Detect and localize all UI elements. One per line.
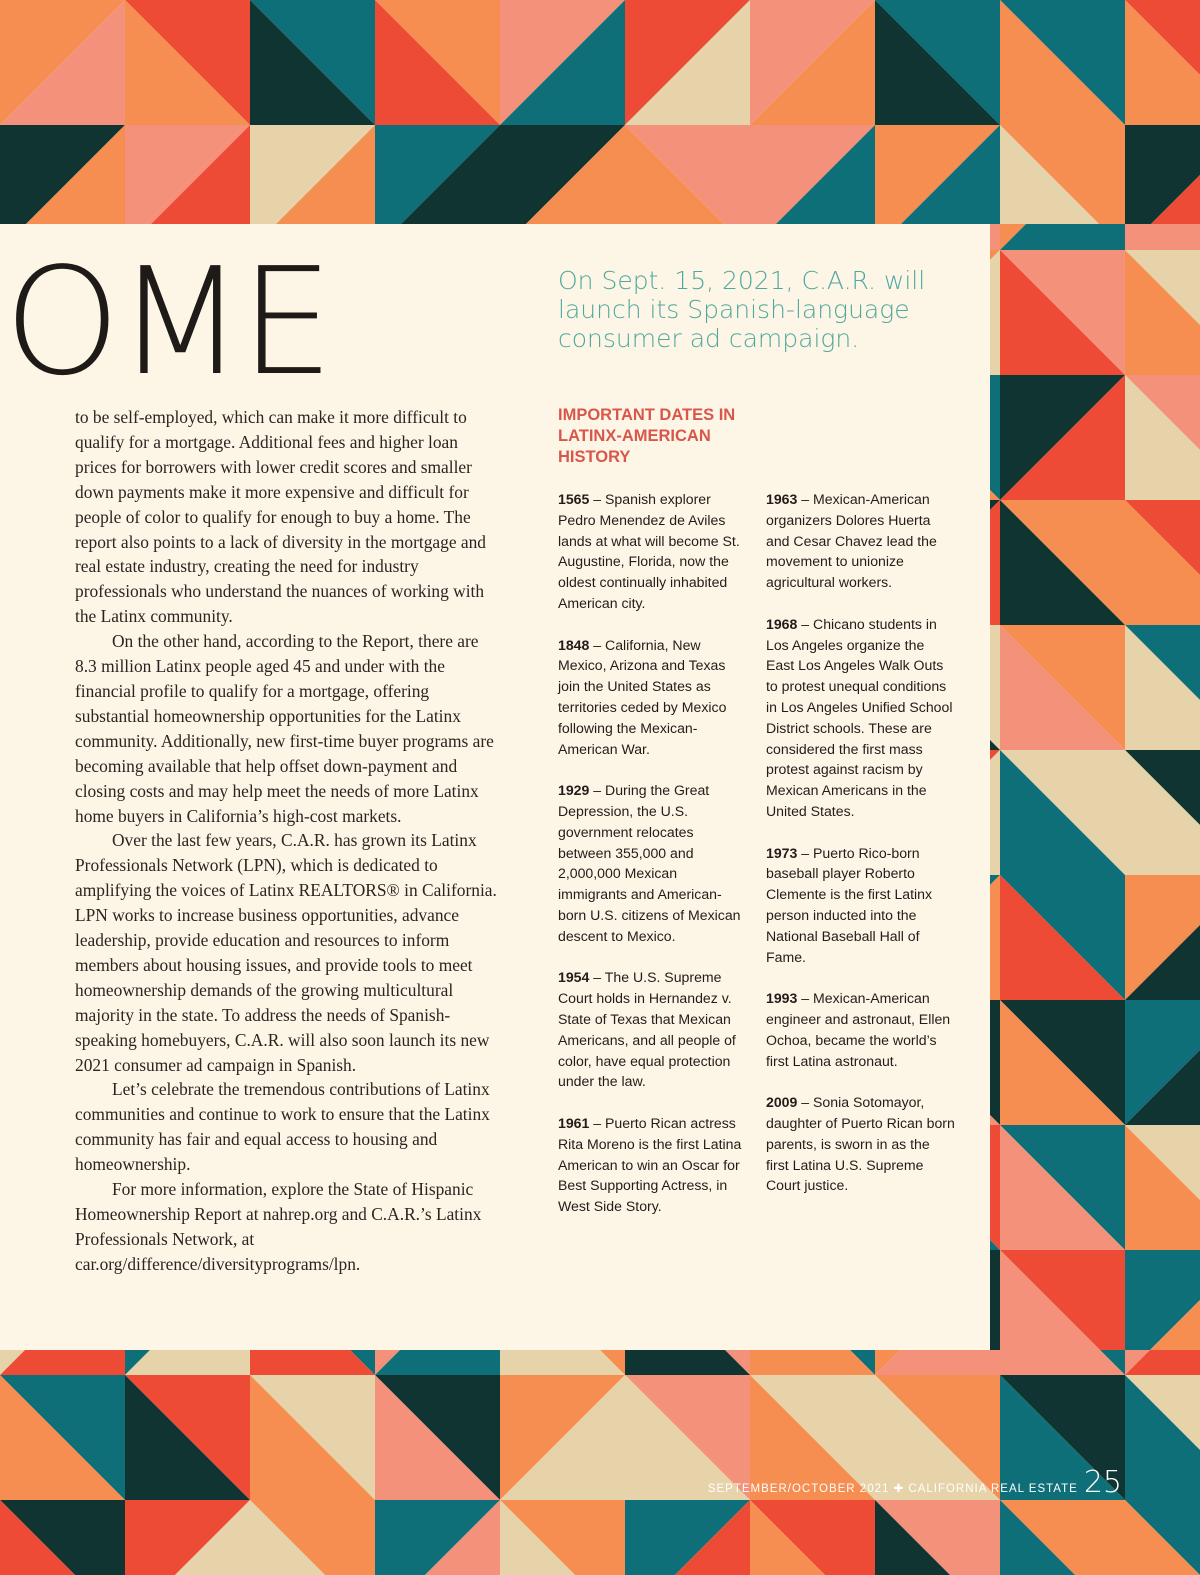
timeline-entry: 1961 – Puerto Rican actress Rita Moreno is the first Latina American to win an Oscar for Best Supporting Actress, in West Side Story.	[558, 1114, 742, 1215]
timeline-year: 1963	[766, 491, 798, 507]
page-number: 25	[1083, 1465, 1122, 1500]
timeline-entry: 1973 – Puerto Rico-born baseball player Roberto Clemente is the first Latinx person inducted into the National Baseball Hall of Fame.	[766, 844, 933, 965]
body-paragraph: For more information, explore the State of Hispanic Homeownership Report at nahrep.org and C.A.R.’s Latinx Professionals Network, at car.org/difference/diversityprograms/lpn.	[75, 1179, 482, 1274]
pattern-triangle	[990, 1000, 1000, 1125]
pattern-triangle	[990, 375, 1000, 500]
timeline-text: California, New Mexico, Arizona and Texas join the United States as territories ceded by Mexico following the Mexican-American War.	[558, 636, 727, 757]
timeline-column-right	[766, 489, 956, 1217]
page-footer	[708, 1465, 1122, 1500]
timeline-text: Mexican-American engineer and astronaut, Ellen Ochoa, became the world’s first Latina astronaut.	[766, 990, 951, 1069]
pattern-triangle	[990, 750, 1000, 875]
timeline-text: During the Great Depression, the U.S. government relocates between 355,000 and 2,000,000 Mexican immigrants and American-born U.S. citizens of Mexican descent to Mexico.	[558, 782, 741, 944]
timeline-entry: 1929 – During the Great Depression, the U.S. government relocates between 355,000 and 2,000,000 Mexican immigrants and American-born U.S. citizens of Mexican descent to Mexico.	[558, 782, 741, 944]
timeline-year: 1973	[766, 844, 798, 861]
article-body	[75, 405, 500, 1277]
pattern-triangle	[1125, 224, 1200, 250]
geometric-pattern-right	[990, 224, 1200, 1350]
timeline-text: The U.S. Supreme Court holds in Hernandez v. State of Texas that Mexican Americans, and all people of color, have equal protection under the law.	[558, 969, 736, 1090]
pattern-triangle	[990, 625, 1000, 750]
timeline-year: 1954	[558, 969, 590, 986]
body-paragraph: Let’s celebrate the tremendous contributions of Latinx communities and continue to work to ensure that the Latinx community has fair and equal access to housing and homeownership.	[75, 1079, 490, 1175]
pattern-triangle	[990, 1250, 1000, 1350]
timeline-entry: 1848 – California, New Mexico, Arizona and Texas join the United States as territories ceded by Mexico following the Mexican-American War.	[558, 636, 727, 757]
geometric-pattern-top	[0, 0, 1200, 224]
timeline-text: Puerto Rican actress Rita Moreno is the first Latina American to win an Oscar for Best Supporting Actress, in West Side Story.	[558, 1114, 742, 1215]
pattern-triangle	[990, 1125, 1000, 1250]
timeline-year: 1961	[558, 1114, 590, 1131]
timeline-text: Puerto Rico-born baseball player Roberto Clemente is the first Latinx person inducted into the National Baseball Hall of Fame.	[766, 844, 933, 965]
pattern-triangle	[990, 500, 1000, 625]
timeline-year: 2009	[766, 1094, 798, 1111]
timeline-entry: 2009 – Sonia Sotomayor, daughter of Puerto Rican born parents, is sworn in as the first Latina U.S. Supreme Court justice.	[766, 1094, 955, 1194]
timeline-text: Chicano students in Los Angeles organize the East Los Angeles Walk Outs to protest unequal conditions in Los Angeles Unified School District schools. These are considered the first mass protest against racism by Mexican Americans in the United States.	[766, 615, 953, 819]
pattern-triangle	[990, 224, 1000, 250]
timeline-text: Mexican-American organizers Dolores Huerta and Cesar Chavez lead the movement to unionize agricultural workers.	[766, 491, 937, 591]
headline-fragment: OME	[4, 236, 330, 408]
timeline-entry: 1993 – Mexican-American engineer and astronaut, Ellen Ochoa, became the world’s first Latina astronaut.	[766, 990, 951, 1069]
folio-text: SEPTEMBER/OCTOBER 2021 ✚ CALIFORNIA REAL ESTATE	[707, 1483, 1078, 1495]
timeline-text: Spanish explorer Pedro Menendez de Aviles lands at what will become St. Augustine, Florida, now the oldest continually inhabited American city.	[558, 491, 740, 611]
body-paragraph: On the other hand, according to the Report, there are 8.3 million Latinx people aged 45 and under with the financial profile to qualify for a mortgage, offering substantial homeownership opportunities for the Latinx community. Additionally, new first-time buyer programs are becoming available that help offset down-payment and closing costs and may help meet the needs of more Latinx home buyers in California’s high-cost markets.	[75, 631, 494, 826]
pattern-triangle	[990, 250, 1000, 375]
timeline-column-left	[558, 489, 748, 1238]
body-paragraph: to be self-employed, which can make it more difficult to qualify for a mortgage. Additional fees and higher loan prices for borrowers with lower credit scores and smaller down payments make it more expensive and difficult for people of color to qualify for enough to buy a home. The report also points to a lack of diversity in the mortgage and real estate industry, creating the need for industry professionals who understand the nuances of working with the Latinx community.	[75, 407, 486, 627]
timeline-heading: IMPORTANT DATES IN LATINX-AMERICAN HISTORY	[558, 406, 736, 466]
timeline-text: Sonia Sotomayor, daughter of Puerto Rican born parents, is sworn in as the first Latina U.S. Supreme Court justice.	[766, 1094, 955, 1194]
timeline-entry: 1565 – Spanish explorer Pedro Menendez de Aviles lands at what will become St. Augustine, Florida, now the oldest continually inhabited American city.	[558, 491, 740, 611]
timeline-year: 1848	[558, 636, 590, 653]
timeline-year: 1968	[766, 615, 798, 632]
timeline-entry: 1968 – Chicano students in Los Angeles organize the East Los Angeles Walk Outs to protest unequal conditions in Los Angeles Unified School District schools. These are considered the first mass protest against racism by Mexican Americans in the United States.	[766, 615, 953, 819]
pull-quote: On Sept. 15, 2021, C.A.R. will launch its Spanish-language consumer ad campaign.	[558, 266, 926, 353]
timeline-year: 1929	[558, 782, 590, 799]
body-paragraph: Over the last few years, C.A.R. has grown its Latinx Professionals Network (LPN), which is dedicated to amplifying the voices of Latinx REALTORS® in California. LPN works to increase business opportunities, advance leadership, provide education and resources to inform members about housing issues, and provide tools to meet homeownership demands of the growing multicultural majority in the state. To address the needs of Spanish-speaking homebuyers, C.A.R. will also soon launch its new 2021 consumer ad campaign in Spanish.	[75, 830, 497, 1075]
pattern-triangle	[990, 875, 1000, 1000]
timeline-year: 1565	[558, 491, 590, 507]
timeline-entry: 1954 – The U.S. Supreme Court holds in Hernandez v. State of Texas that Mexican Americans, and all people of color, have equal protection under the law.	[558, 969, 736, 1090]
timeline-entry: 1963 – Mexican-American organizers Dolores Huerta and Cesar Chavez lead the movement to unionize agricultural workers.	[766, 491, 937, 591]
timeline-year: 1993	[766, 990, 798, 1007]
geometric-pattern-bottom	[0, 1350, 1200, 1575]
